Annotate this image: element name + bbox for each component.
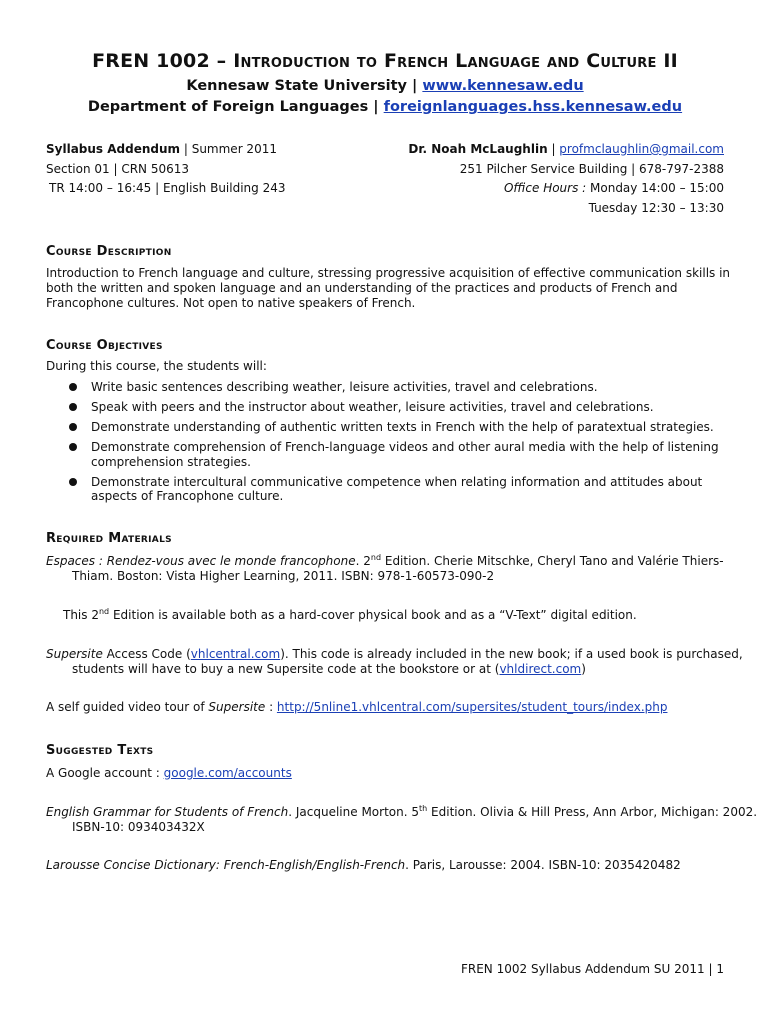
syllabus-label: Syllabus Addendum xyxy=(46,142,181,156)
grammar-book-entry xyxy=(46,805,762,835)
dictionary-entry xyxy=(46,858,736,873)
department-link[interactable]: foreignlanguages.hss.kennesaw.edu xyxy=(383,99,683,115)
office-hours-monday: Monday 14:00 – 15:00 xyxy=(586,181,724,195)
schedule-line: TR 14:00 – 16:45 | English Building 243 xyxy=(49,181,286,195)
bullet-icon xyxy=(69,423,77,431)
video-tour-colon: : xyxy=(265,700,277,714)
textbook-details: Edition. Cherie Mitschke, Cheryl Tano and Valérie Thiers-Thiam. Boston: Vista Higher Learning, 2011. ISBN: 978-1-60573-090-2 xyxy=(72,554,724,583)
instructor-name: Dr. Noah McLaughlin xyxy=(408,142,548,156)
department-name: Department of Foreign Languages | xyxy=(87,99,379,115)
supersite-text: ). This code is already included in the new book; if a used book is purchased, students will have to buy a new Supersite code at the bookstore or at ( xyxy=(72,647,743,676)
video-tour-link[interactable]: http://5nline1.vhlcentral.com/supersites/student_tours/index.php xyxy=(276,700,668,714)
objective-text: Demonstrate intercultural communicative competence when relating information and attitudes about aspects of Francophone culture. xyxy=(91,474,703,503)
google-account-text: A Google account : xyxy=(46,766,164,780)
office-hours-tuesday: Tuesday 12:30 – 13:30 xyxy=(588,201,724,215)
edition-note-sup: nd xyxy=(98,607,110,616)
supersite-label: Supersite xyxy=(46,647,103,661)
university-line xyxy=(0,78,770,94)
syllabus-line xyxy=(46,142,277,157)
instructor-separator: | xyxy=(547,142,560,156)
office-hours-label: Office Hours : xyxy=(503,181,587,195)
instructor-email-link[interactable]: profmclaughlin@gmail.com xyxy=(559,142,724,156)
grammar-book-details: Edition. Olivia & Hill Press, Ann Arbor, Michigan: 2002. ISBN-10: 093403432X xyxy=(72,805,758,834)
objectives-intro: During this course, the students will: xyxy=(46,359,267,373)
video-tour-entry xyxy=(46,700,736,715)
vhlcentral-link[interactable]: vhlcentral.com xyxy=(190,647,281,661)
vhldirect-link[interactable]: vhldirect.com xyxy=(499,662,582,676)
supersite-text: ) xyxy=(581,662,586,676)
office-location: 251 Pilcher Service Building | 678-797-2388 xyxy=(459,162,724,176)
supersite-text: Access Code ( xyxy=(102,647,191,661)
objective-text: Write basic sentences describing weather, leisure activities, travel and celebrations. xyxy=(91,380,598,394)
suggested-texts-heading: Suggested Texts xyxy=(46,743,154,758)
textbook-entry xyxy=(46,554,762,584)
objective-text: Speak with peers and the instructor about weather, leisure activities, travel and celebrations. xyxy=(91,400,654,414)
edition-note xyxy=(63,608,733,623)
textbook-title: Espaces : Rendez-vous avec le monde francophone xyxy=(46,554,356,568)
objectives-list xyxy=(66,380,726,509)
video-tour-text: A self guided video tour of xyxy=(46,700,209,714)
bullet-icon xyxy=(69,443,77,451)
page-title xyxy=(0,50,770,72)
university-name: Kennesaw State University | xyxy=(186,78,418,94)
google-account-entry xyxy=(46,766,736,781)
google-accounts-link[interactable]: google.com/accounts xyxy=(163,766,292,780)
course-objectives-heading: Course Objectives xyxy=(46,338,163,353)
dictionary-details: . Paris, Larousse: 2004. ISBN-10: 2035420482 xyxy=(405,858,681,872)
grammar-book-title: English Grammar for Students of French xyxy=(46,805,289,819)
course-description-heading: Course Description xyxy=(46,244,172,259)
objective-text: Demonstrate comprehension of French-language videos and other aural media with the help of listening comprehension strategies. xyxy=(91,440,719,469)
office-hours-line xyxy=(504,181,724,196)
bullet-icon xyxy=(69,478,77,486)
list-item xyxy=(66,400,726,415)
section-line: Section 01 | CRN 50613 xyxy=(46,162,190,176)
page-footer: FREN 1002 Syllabus Addendum SU 2011 | 1 xyxy=(460,962,724,976)
textbook-edition-sup: nd xyxy=(370,553,382,562)
supersite-entry xyxy=(46,647,762,677)
syllabus-term: | Summer 2011 xyxy=(180,142,277,156)
edition-note-pre: This 2 xyxy=(63,608,99,622)
course-description-text: Introduction to French language and culture, stressing progressive acquisition of effective communication skills in both the written and spoken language and an understanding of the practices and products of French and Francophone cultures. Not open to native speakers of French. xyxy=(46,266,731,310)
textbook-edition: . 2 xyxy=(355,554,371,568)
objective-text: Demonstrate understanding of authentic written texts in French with the help of paratextual strategies. xyxy=(91,420,714,434)
required-materials-heading: Required Materials xyxy=(46,531,172,546)
list-item xyxy=(66,475,726,504)
title-course-name: Introduction to French Language and Culture II xyxy=(233,50,678,72)
title-course-code: FREN 1002 – xyxy=(92,50,227,72)
bullet-icon xyxy=(69,403,77,411)
department-line xyxy=(0,99,770,115)
dictionary-title: Larousse Concise Dictionary: French-English/English-French xyxy=(46,858,406,872)
list-item xyxy=(66,440,726,469)
instructor-line xyxy=(408,142,724,157)
video-tour-supersite: Supersite xyxy=(208,700,266,714)
university-link[interactable]: www.kennesaw.edu xyxy=(422,78,584,94)
edition-note-rest: Edition is available both as a hard-cover physical book and as a “V-Text” digital edition. xyxy=(109,608,637,622)
list-item xyxy=(66,380,726,395)
grammar-book-sup: th xyxy=(419,804,428,813)
bullet-icon xyxy=(69,383,77,391)
list-item xyxy=(66,420,726,435)
grammar-book-author: . Jacqueline Morton. 5 xyxy=(288,805,419,819)
